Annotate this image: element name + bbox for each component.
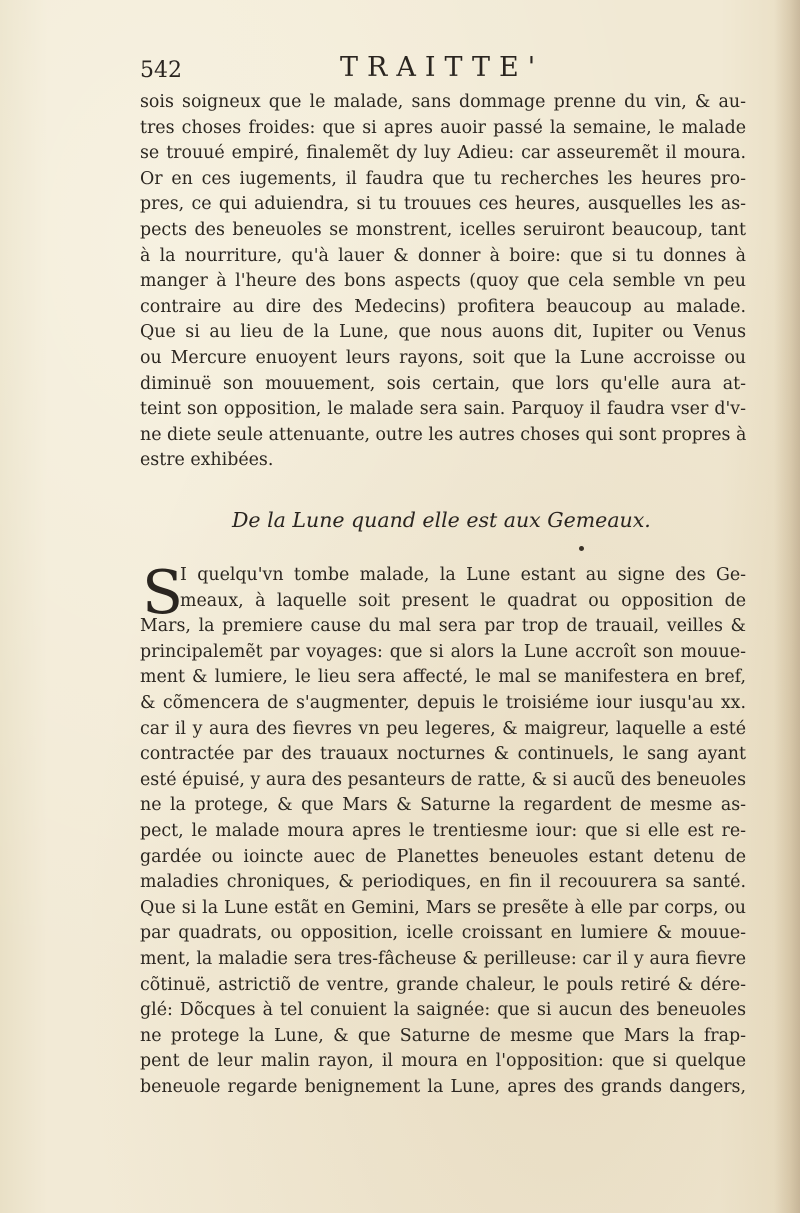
text-line: I quelqu'vn tombe malade, la Lune estant au signe des Ge-	[180, 565, 746, 585]
text-line: maladies chroniques, & periodiques, en fin il recouurera sa santé.	[140, 872, 746, 893]
page-number: 542	[140, 58, 182, 83]
text-line: ment & lumiere, le lieu sera affecté, le mal se manifestera en bref,	[140, 667, 746, 688]
page-gutter-shadow	[774, 0, 800, 1213]
text-line: ou Mercure enuoyent leurs rayons, soit que la Lune accroisse ou	[140, 347, 746, 368]
paragraph-1	[140, 90, 746, 474]
text-line: ne protege la Lune, & que Saturne de mesme que Mars la frap-	[140, 1025, 746, 1046]
text-line: glé: Dõcques à tel conuient la saignée: que si aucun des beneuoles	[140, 1000, 746, 1021]
text-line: contractée par des trauaux nocturnes & continuels, le sang ayant	[140, 744, 746, 765]
text-line: estre exhibées.	[140, 450, 274, 471]
text-line: ne diete seule attenuante, outre les autres choses qui sont propres à	[140, 424, 746, 445]
text-line: à la nourriture, qu'à lauer & donner à boire: que si tu donnes à	[140, 245, 746, 266]
text-line: & cõmencera de s'augmenter, depuis le troisiéme iour iusqu'au xx.	[140, 692, 746, 713]
text-line: beneuole regarde benignement la Lune, apres des grands dangers,	[140, 1076, 746, 1097]
text-line: teint son opposition, le malade sera sain. Parquoy il faudra vser d'v-	[140, 399, 746, 420]
text-line: pect, le malade moura apres le trentiesme iour: que si elle est re-	[140, 820, 746, 841]
text-line: diminuë son mouuement, sois certain, que lors qu'elle aura at-	[140, 373, 746, 394]
running-head	[140, 50, 760, 90]
text-line: contraire au dire des Medecins) profitera beaucoup au malade.	[140, 296, 746, 317]
text-line: pent de leur malin rayon, il moura en l'opposition: que si quelque	[140, 1051, 746, 1072]
text-line: se trouué empiré, finalemẽt dy luy Adieu: car asseuremẽt il moura.	[140, 143, 746, 164]
text-line: Que si au lieu de la Lune, que nous auons dit, Iupiter ou Venus	[140, 322, 746, 343]
text-line: Mars, la premiere cause du mal sera par trop de trauail, veilles &	[140, 616, 746, 637]
text-line: car il y aura des fievres vn peu legeres, & maigreur, laquelle a esté	[140, 718, 746, 739]
text-line: manger à l'heure des bons aspects (quoy que cela semble vn peu	[140, 271, 746, 292]
text-line: pres, ce qui aduiendra, si tu trouues ces heures, ausquelles les as-	[140, 194, 746, 215]
text-line: Que si la Lune estãt en Gemini, Mars se presẽte à elle par corps, ou	[140, 897, 746, 918]
text-line: ne la protege, & que Mars & Saturne la regardent de mesme as-	[140, 795, 746, 816]
paragraph-2	[140, 558, 746, 1100]
text-line: sois soigneux que le malade, sans dommage prenne du vin, & au-	[140, 92, 746, 112]
text-line: principalemẽt par voyages: que si alors la Lune accroît son mouue-	[140, 641, 746, 662]
text-line: tres choses froides: que si apres auoir passé la semaine, le malade	[140, 117, 746, 138]
text-line: Or en ces iugements, il faudra que tu recherches les heures pro-	[140, 168, 746, 189]
ornament-dot	[579, 546, 584, 551]
running-title: TRAITTE'	[340, 52, 545, 83]
drop-cap: S	[142, 558, 184, 628]
text-line: pects des beneuoles se monstrent, icelles seruiront beaucoup, tant	[140, 219, 746, 240]
text-line: ment, la maladie sera tres-fâcheuse & perilleuse: car il y aura fievre	[140, 948, 746, 969]
text-line: meaux, à laquelle soit present le quadrat ou opposition de	[180, 590, 746, 611]
text-line: gardée ou ioincte auec de Planettes beneuoles estant detenu de	[140, 846, 746, 867]
section-heading: De la Lune quand elle est aux Gemeaux.	[232, 508, 651, 532]
text-line: esté épuisé, y aura des pesanteurs de ratte, & si aucũ des beneuoles	[140, 769, 746, 790]
text-line: par quadrats, ou opposition, icelle croissant en lumiere & mouue-	[140, 923, 746, 944]
text-line: cõtinuë, astrictiõ de ventre, grande chaleur, le pouls retiré & dére-	[140, 974, 746, 995]
